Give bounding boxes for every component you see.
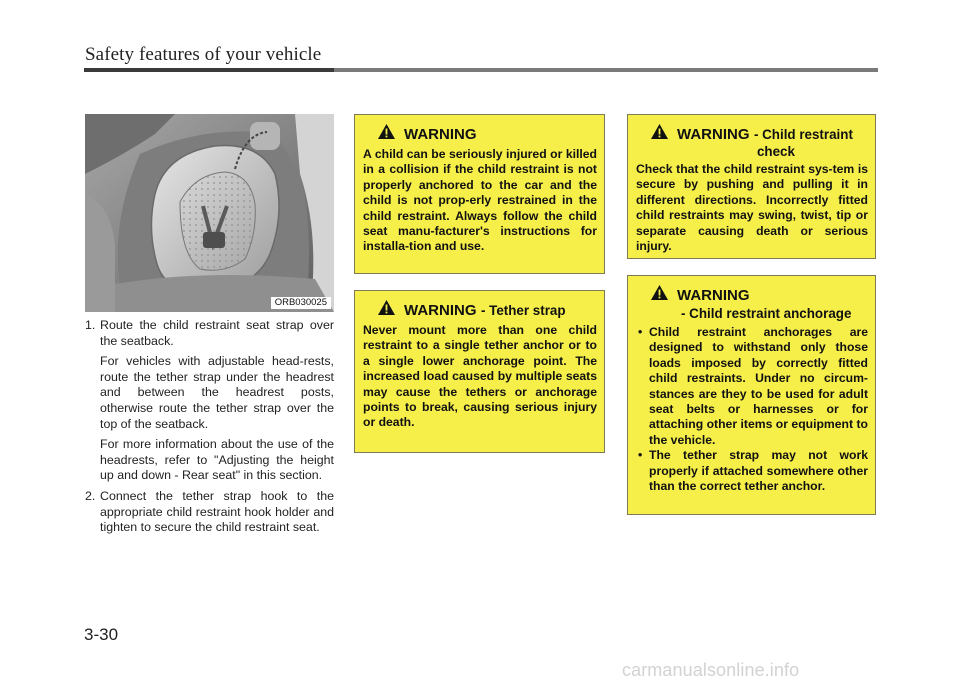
warning-box-tether-strap <box>354 290 605 453</box>
warning-bullet-item <box>636 325 868 448</box>
warning-triangle-icon <box>650 284 669 301</box>
warning-subtitle-line-2: check <box>756 144 795 159</box>
step-1 <box>85 318 334 484</box>
page-number: 3-30 <box>84 625 119 644</box>
warning-text: Check that the child restraint sys-tem is secure by pushing and pulling it in different directions. Incorrectly fitted child restraints may swing, twist, tip or separate causing death or serious injury. <box>636 162 868 254</box>
warning-box-child-restraint-anchorage <box>627 275 876 515</box>
header-rule-accent <box>84 68 334 72</box>
warning-triangle-icon <box>377 299 396 316</box>
warning-title: WARNING <box>677 126 750 143</box>
step-2 <box>85 489 334 536</box>
warning-title: WARNING <box>404 302 477 319</box>
watermark: carmanualsonline.info <box>622 660 800 680</box>
step-number: 1. <box>85 318 96 332</box>
bullet-icon: • <box>638 325 643 339</box>
page-header-title: Safety features of your vehicle <box>85 44 322 65</box>
step-1-paragraph-1: Route the child restraint seat strap over the seatback. <box>100 318 334 348</box>
warning-title: WARNING <box>404 126 477 143</box>
child-seat-illustration <box>85 114 334 312</box>
warning-text: A child can be seriously injured or killed in a collision if the child restraint is not properly anchored to the car and the child is not prop-erly restrained in the child restraint. Always follow the child seat manu-facturer's instructions for installa-tion and use. <box>363 147 597 254</box>
instruction-steps <box>85 318 334 536</box>
bullet-text: Child restraint anchorages are designed to withstand only those loads imposed by correctly fitted child restraints. Under no circum-stances are they to be used for adult seat belts or harnesses or for attaching other items or equipment to the vehicle. <box>649 325 868 447</box>
warning-text: Never mount more than one child restraint to a single tether anchor or to a single lower anchorage point. The increased load caused by multiple seats may cause the tethers or anchorage points to break, causing serious injury or death. <box>363 323 597 430</box>
warning-bullet-list <box>636 325 868 494</box>
warning-title: WARNING <box>677 287 750 304</box>
step-1-paragraph-2: For vehicles with adjustable head-rests, route the tether strap under the headrest and between the headrest posts, otherwise route the tether strap over the top of the seatback. <box>100 354 334 431</box>
step-2-paragraph-1: Connect the tether strap hook to the appropriate child restraint hook holder and tighten to secure the child restraint seat. <box>100 488 334 535</box>
child-seat-photo <box>85 114 334 312</box>
warning-subtitle: - Child restraint anchorage <box>681 306 852 321</box>
warning-box-child-restraint-check <box>627 114 876 259</box>
figure-caption: ORB030025 <box>271 297 331 309</box>
warning-subtitle: - Child restraint <box>753 127 853 142</box>
bullet-icon: • <box>638 448 643 463</box>
bullet-text: The tether strap may not work properly if attached somewhere other than the correct tether anchor. <box>649 448 868 494</box>
warning-box-general <box>354 114 605 274</box>
warning-triangle-icon <box>650 123 669 140</box>
step-number: 2. <box>85 488 96 503</box>
warning-triangle-icon <box>377 123 396 140</box>
warning-bullet-item <box>636 448 868 494</box>
step-1-paragraph-3: For more information about the use of the headrests, refer to "Adjusting the height up and down - Rear seat" in this section. <box>100 437 334 483</box>
warning-subtitle: - Tether strap <box>480 303 566 318</box>
